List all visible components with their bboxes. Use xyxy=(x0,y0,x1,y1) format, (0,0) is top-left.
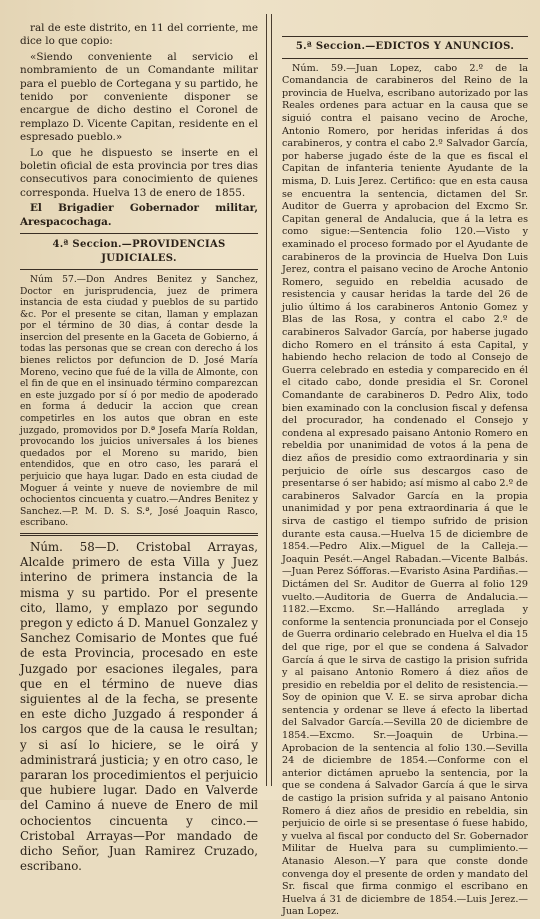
signature: El Brigadier Gobernador militar, Arespacochaga. xyxy=(20,202,258,228)
divider xyxy=(20,233,258,234)
column-gutter-rule xyxy=(266,14,272,786)
divider xyxy=(20,269,258,270)
right-column xyxy=(282,22,528,918)
notice-58: Núm. 58—D. Cristobal Arrayas, Alcalde primero de esta Villa y Juez interino de primera instancia de la misma y su partido. Por el presente cito, llamo, y emplazo por segundo pregon y edicto á D. Manuel Gonzalez y Sanchez Comisario de Montes que fué de esta Provincia, procesado en este Juzgado por esaciones ilegales, para que en el término de nueve dias siguientes al de la fecha, se presente en este dicho Juzgado á responder á los cargos que de la causa le resultan; y si así lo hiciere, se le oirá y administrará justicia; y en otro caso, le pararan los procedimientos el perjuicio que hubiere lugar. Dado en Valverde del Camino á nueve de Enero de mil ochocientos cincuenta y cinco.—Cristobal Arrayas—Por mandado de dicho Señor, Juan Ramirez Cruzado, escribano. xyxy=(20,539,258,874)
notice-59: Núm. 59.—Juan Lopez, cabo 2.º de la Comandancia de carabineros del Reino de la provincia de Huelva, escribano autorizado por las Reales ordenes para actuar en la causa que se siguió contra el paisano vecino de Aroche, Antonio Romero, por heridas inferidas á dos carabineros, y contra el cabo 2.º Salvador García, por haberse jugado éste de la que es fiscal el Capitan de infanteria teniente Ayudante de la misma, D. Luis Jerez. Certifico: que en esta causa se encuentra la sentencia, dictamen del Sr. Auditor de Guerra y aprobacion del Excmo Sr. Capitan general de Andalucia, que á la letra es como sigue:—Sentencia folio 120.—Visto y examinado el proceso formado por el Ayudante de carabineros de la provincia de Huelva Don Luis Jerez, contra el paisano vecino de Aroche Antonio Romero, seguido en rebeldia acusado de resistencia y causar heridas la tarde del 26 de julio último á los carabineros Antonio Gomez y Blas de las Rosa, y contra el cabo 2.º de carabineros Salvador García, por haberse jugado dicho Romero en el tránsito á esta Capital, y habiendo hecho relacion de todo al Consejo de Guerra celebrado en estedia y comparecido en él el citado cabo, donde presidia el Sr. Coronel Comandante de carabineros D. Pedro Alix, todo bien examinado con la conclusion fiscal y defensa del procurador, ha condenado el Consejo y condena al expresado paisano Antonio Romero en rebeldia por unanimidad de votos á la pena de diez años de presidio como extraordinaria y sin perjuicio de oírle sus descargos caso de presentarse ó ser habido; así mismo al cabo 2.º de carabineros Salvador García en la propia unanimidad y por pena extraordinaria á que le sirva de castigo el tiempo sufrido de prision durante esta causa.—Huelva 15 de diciembre de 1854.—Pedro Alix.—Miguel de la Calleja.—Joaquin Pesét.—Angel Rabadan.—Vicente Balbás.—Juan Perez Sófforas.—Evaristo Asina Pardiñas.—Dictámen del Sr. Auditor de Guerra al folio 129 vuelto.—Auditoria de Guerra de Andalucia.—1182.—Excmo. Sr.—Hallándo arreglada y conforme la sentencia pronunciada por el Consejo de Guerra ordinario celebrado en Huelva el dia 15 del que rige, por el que se condena á Salvador García á que le sirva de castigo la prision sufrida y al paisano Antonio Romero á diez años de presidio en rebeldia por el delito de resistencia.—Soy de opinion que V. E. se sirva aprobar dicha sentencia y ordenar se lleve á efecto la libertad del Salvador García.—Sevilla 20 de diciembre de 1854.—Excmo. Sr.—Joaquin de Urbina.—Aprobacion de la sentencia al folio 130.—Sevilla 24 de diciembre de 1854.—Conforme con el anterior dictámen apruebo la sentencia, por la que se condena á Salvador García á que le sirva de castigo la prision sufrida y al paisano Antonio Romero á diez años de presidio en rebeldia, sin perjuicio de oirle si se presentase ó fuese habido, y vuelva al fiscal por conducto del Sr. Gobernador Militar de Huelva para su cumplimiento.—Atanasio Aleson.—Y para que conste donde convenga doy el presente de orden y mandato del Sr. fiscal que firma conmigo el escribano en Huelva á 31 de diciembre de 1854.—Luis Jerez.—Juan Lopez. xyxy=(282,62,528,918)
intro-paragraph-1: ral de este distrito, en 11 del corriente, me dice lo que copio: xyxy=(20,22,258,48)
divider xyxy=(20,533,258,536)
intro-paragraph-2: «Siendo conveniente al servicio el nombramiento de un Comandante militar para el pueblo de Cortegana y su partido, he tenido por conveniente disponer se encargue de dicho destino el Coronel de remplazo D. Vicente Capitan, residente en el espresado pueblo.» xyxy=(20,50,258,144)
section-heading-edicts: 5.ª Seccion.—EDICTOS Y ANUNCIOS. xyxy=(295,41,515,52)
divider xyxy=(282,36,528,37)
notice-57: Núm 57.—Don Andres Benitez y Sanchez, Doctor en jurisprudencia, juez de primera instancia de esta ciudad y pueblos de su partido &c. Por el presente se citan, llaman y emplazan por el término de 30 dias, á contar desde la insercion del presente en la Gaceta de Gobierno, á todas las personas que se crean con derecho á los bienes relictos por defuncion de D. José María Moreno, vecino que fué de la villa de Almonte, con el fin de que en el insinuado término comparezcan en este juzgado por sí ó por medio de apoderado en forma á deducir la accion que crean competirles en los autos que obran en este juzgado, promovidos por D.ª Josefa María Roldan, provocando los juicios universales á los bienes quedados por el Moreno su marido, bien entendidos, que en otro caso, les parará el perjuicio que haya lugar. Dado en esta ciudad de Moguer á veinte y nueve de noviembre de mil ochocientos cincuenta y cuatro.—Andres Benitez y Sanchez.—P. M. D. S. S.ª, José Joaquin Rasco, escribano. xyxy=(20,273,258,529)
divider xyxy=(282,58,528,59)
left-column xyxy=(20,22,258,874)
section-heading-judicial: 4.ª Seccion.—PROVIDENCIAS JUDICIALES. xyxy=(52,239,226,264)
intro-paragraph-3: Lo que he dispuesto se inserte en el boletin oficial de esta provincia por tres dias consecutivos para conocimiento de quienes corresponda. Huelva 13 de enero de 1855. xyxy=(20,146,258,199)
